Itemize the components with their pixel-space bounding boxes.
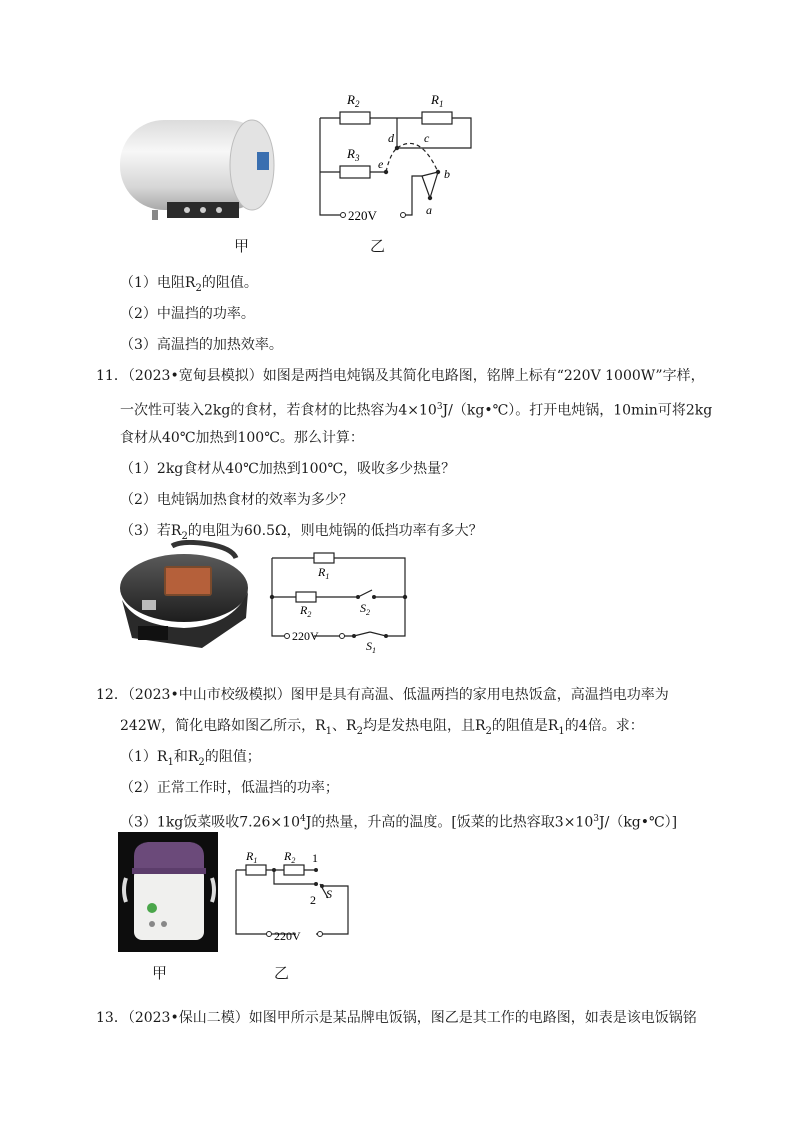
water-heater-photo xyxy=(112,110,282,225)
label-a: a xyxy=(426,203,432,217)
label-r1: $R_1$ xyxy=(431,92,444,109)
q12-line-1: 12．（2023•中山市校级模拟）图甲是具有高温、低温两挡的家用电热饭盒，高温挡电功率为 xyxy=(96,687,669,703)
q11-label-r1: $R_1$ xyxy=(318,565,330,581)
top-circuit-diagram xyxy=(310,90,490,230)
q12-item-3: （3）1kg饭菜吸收$7.26\times 10^4J$的热量，升高的温度。[饭菜的比热容取$3\times 10^3J/(kg•℃)$] xyxy=(120,814,678,831)
label-d: d xyxy=(388,131,394,145)
q10-item-1: （1）电阻$R_2$的阻值。 xyxy=(120,275,258,294)
q11-label-r2: $R_2$ xyxy=(300,603,312,619)
q11-item-1: （1）2kg食材从40℃加热到100℃，吸收多少热量？ xyxy=(120,461,456,477)
q12-circuit-diagram xyxy=(228,846,358,946)
q11-line-3: 食材从40℃加热到100℃。那么计算： xyxy=(120,430,364,446)
label-r2: $R_2$ xyxy=(347,92,360,109)
q11-line-2: 一次性可装入2kg的食材，若食材的比热容为$4\times 10^3J/(kg•℃)$。打开电炖锅，10min可将2kg xyxy=(120,402,713,419)
lunch-box-photo xyxy=(118,832,218,952)
top-circuit-caption: 乙 xyxy=(370,237,386,255)
q12-label-s: S xyxy=(326,887,332,901)
label-e: e xyxy=(378,157,384,171)
q11-item-3: （3）若$R_2$的电阻为60.5Ω，则电炖锅的低挡功率有多大？ xyxy=(120,523,483,542)
q11-label-voltage: 220V xyxy=(292,629,319,643)
q10-item-2: （2）中温挡的功率。 xyxy=(120,306,255,322)
q12-label-voltage: 220V xyxy=(274,929,301,943)
q12-label-1: 1 xyxy=(312,851,318,865)
electric-cooker-photo xyxy=(112,540,252,652)
q12-line-2: 242W，简化电路如图乙所示，$R_1$、$R_2$均是发热电阻，且$R_2$的阻值是$R_1$的4倍。求： xyxy=(120,718,644,737)
q12-label-2: 2 xyxy=(310,893,316,907)
q11-label-s2: $S_2$ xyxy=(360,601,370,617)
q12-item-1: $(1)R_1$和$R_2$的阻值； xyxy=(120,749,261,768)
q12-label-r2: $R_2$ xyxy=(284,849,296,865)
top-photo-caption: 甲 xyxy=(234,237,250,255)
q12-photo-caption: 甲 xyxy=(152,964,168,982)
label-c: c xyxy=(424,131,430,145)
q12-item-2: （2）正常工作时，低温挡的功率； xyxy=(120,780,339,796)
q11-line-1: 11．（2023•宽甸县模拟）如图是两挡电炖锅及其简化电路图，铭牌上标有“220V 1000W”字样， xyxy=(96,368,705,384)
q11-label-s1: $S_1$ xyxy=(366,639,376,653)
q11-circuit-diagram xyxy=(262,548,412,653)
label-r3: $R_3$ xyxy=(347,146,360,163)
label-b: b xyxy=(444,167,450,181)
label-voltage: 220V xyxy=(348,208,377,223)
q10-item-3: （3）高温挡的加热效率。 xyxy=(120,337,283,353)
q12-label-r1: $R_1$ xyxy=(246,849,258,865)
q12-circuit-caption: 乙 xyxy=(274,964,290,982)
q11-item-2: （2）电炖锅加热食材的效率为多少？ xyxy=(120,492,353,508)
q13-line-1: 13．（2023•保山二模）如图甲所示是某品牌电饭锅，图乙是其工作的电路图，如表是该电饭锅铭 xyxy=(96,1010,697,1026)
